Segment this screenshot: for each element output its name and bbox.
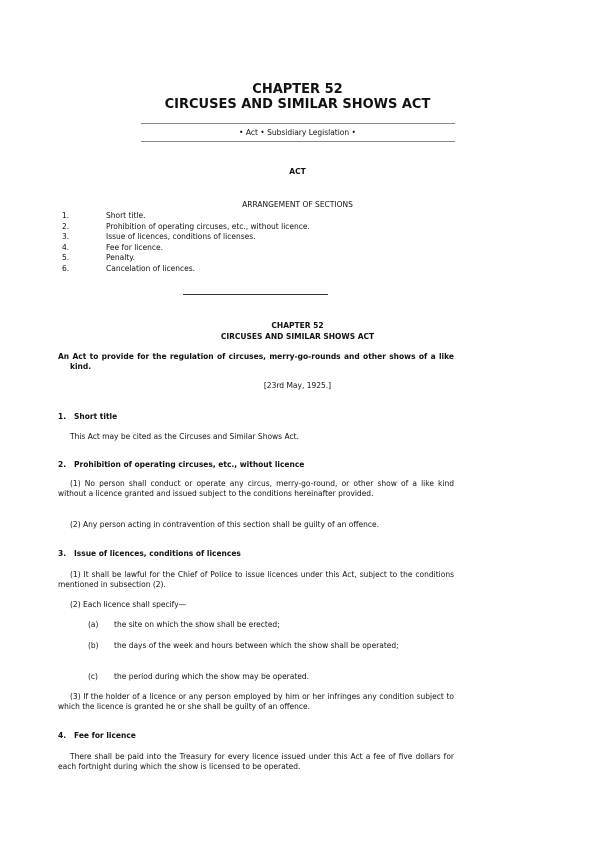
section-number: 1. (58, 412, 67, 421)
section-3-subsection-1: (1) It shall be lawful for the Chief of Police to issue licences under this Act, subject to the conditions mentioned in subsection (2). (58, 570, 454, 589)
item-text: the period during which the show may be operated. (114, 672, 310, 681)
enactment-date: [23rd May, 1925.] (263, 381, 332, 390)
long-title-text: An Act to provide for the regulation of circuses, merry-go-rounds and other shows of a like kind. (58, 352, 454, 371)
section-4-heading (58, 731, 136, 740)
body-chapter-heading: CHAPTER 52 (271, 321, 324, 330)
nav-divider (141, 141, 455, 142)
section-link[interactable]: Fee for licence. (106, 242, 163, 252)
chapter-heading: CHAPTER 52 (252, 82, 343, 97)
section-title: Short title (74, 412, 118, 421)
section-number: 4. (62, 242, 70, 252)
section-title: Issue of licences, conditions of licences (74, 549, 241, 558)
list-item (88, 672, 454, 684)
section-number: 3. (62, 232, 70, 241)
section-title: Prohibition of operating circuses, etc., without licence (74, 460, 305, 469)
section-number: 2. (58, 460, 67, 469)
arrangement-title: ARRANGEMENT OF SECTIONS (242, 200, 353, 209)
section-2-subsection-2: (2) Any person acting in contravention of this section shall be guilty of an offence. (70, 520, 379, 529)
section-link[interactable]: Issue of licences, conditions of licenses. (106, 232, 256, 241)
top-divider (141, 123, 455, 124)
section-title: Fee for licence (74, 731, 136, 740)
section-3-heading (58, 549, 241, 558)
item-label: (a) (88, 620, 99, 629)
act-label: ACT (289, 167, 306, 176)
section-number: 5. (62, 253, 70, 262)
section-1-text: This Act may be cited as the Circuses and Similar Shows Act. (70, 432, 299, 441)
section-divider (183, 294, 328, 295)
item-label: (c) (88, 672, 98, 681)
section-link[interactable]: Prohibition of operating circuses, etc., without licence. (106, 221, 310, 231)
section-link[interactable]: Short title. (106, 211, 146, 220)
section-number: 4. (58, 731, 67, 740)
list-item (88, 620, 454, 632)
section-link[interactable]: Cancelation of licences. (106, 263, 196, 273)
section-2-heading (58, 460, 304, 469)
section-3-subsection-3: (3) If the holder of a licence or any person employed by him or her infringes any condition subject to which the licence is granted he or she shall be guilty of an offence. (58, 692, 454, 711)
section-link[interactable]: Penalty. (106, 253, 135, 262)
section-4-text: There shall be paid into the Treasury for every licence issued under this Act a fee of five dollars for each fortnight during which the show is licensed to be operated. (58, 752, 454, 771)
section-number: 1. (62, 211, 70, 220)
section-1-heading (58, 412, 117, 421)
section-2-subsection-1: (1) No person shall conduct or operate any circus, merry-go-round, or other show of a like kind without a licence granted and issued subject to the conditions hereinafter provided. (58, 479, 454, 498)
section-number: 6. (62, 263, 70, 273)
list-item (88, 641, 454, 663)
item-label: (b) (88, 641, 99, 650)
nav-links[interactable]: • Act • Subsidiary Legislation • (239, 128, 356, 137)
body-act-title: CIRCUSES AND SIMILAR SHOWS ACT (220, 332, 375, 341)
long-title (58, 352, 454, 372)
section-number: 2. (62, 221, 70, 231)
arrangement-list (62, 211, 462, 277)
item-text: the site on which the show shall be erected; (114, 620, 280, 629)
act-title: CIRCUSES AND SIMILAR SHOWS ACT (164, 97, 431, 112)
item-text: the days of the week and hours between which the show shall be operated; (114, 641, 399, 650)
section-3-subsection-2: (2) Each licence shall specify— (70, 600, 187, 609)
section-number: 3. (58, 549, 67, 558)
